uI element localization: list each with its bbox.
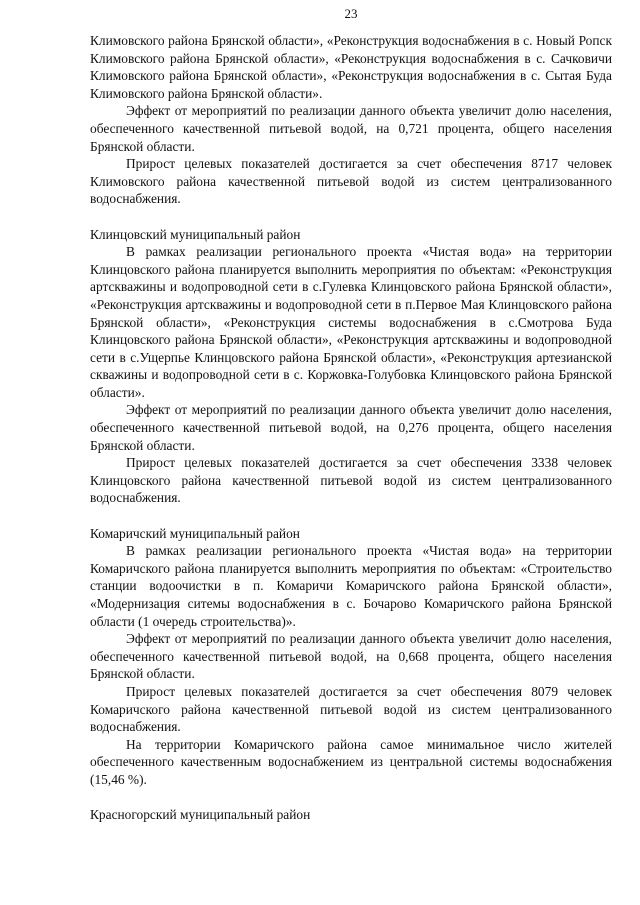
paragraph: Эффект от мероприятий по реализации данного объекта увеличит долю населения, обеспеченного качественной питьевой водой, на 0,721 процента, общего населения Брянской области. <box>90 103 612 154</box>
section-spacer <box>90 507 612 525</box>
paragraph: Прирост целевых показателей достигается за счет обеспечения 8717 человек Климовского района качественной питьевой водой из систем централизованного водоснабжения. <box>90 156 612 207</box>
page-number: 23 <box>344 6 358 21</box>
section-spacer <box>90 208 612 226</box>
paragraph: Эффект от мероприятий по реализации данного объекта увеличит долю населения, обеспеченного качественной питьевой водой, на 0,276 процента, общего населения Брянской области. <box>90 402 612 453</box>
section-heading: Клинцовский муниципальный район <box>90 226 301 242</box>
paragraph: Прирост целевых показателей достигается за счет обеспечения 3338 человек Клинцовского района качественной питьевой водой из систем централизованного водоснабжения. <box>90 455 612 506</box>
section-heading: Комаричский муниципальный район <box>90 525 300 541</box>
section-spacer <box>90 789 612 807</box>
paragraph: Эффект от мероприятий по реализации данного объекта увеличит долю населения, обеспеченного качественной питьевой водой, на 0,668 процента, общего населения Брянской области. <box>90 631 612 682</box>
section-heading: Красногорский муниципальный район <box>90 807 311 823</box>
paragraph: На территории Комаричского района самое минимальное число жителей обеспеченного качественным водоснабжением из центральной системы водоснабжения (15,46 %). <box>90 736 612 787</box>
paragraph: В рамках реализации регионального проекта «Чистая вода» на территории Клинцовского района планируется выполнить мероприятия по объектам: «Реконструкция артскважины и водопроводной сети в с.Гулевка Клинцовского района Брянской области», «Реконструкция артскважины и водопроводной сети в п.Первое Мая Клинцовского района Брянской области», «Реконструкция системы водоснабжения в с.Смотрова Буда Клинцовского района Брянской области», «Реконструкция артскважины и водопроводной сети в с.Ущерпье Клинцовского района Брянской области», «Реконструкция артезианской скважины и водопроводной сети в с. Коржовка-Голубовка Клинцовского района Брянской области». <box>90 244 612 400</box>
paragraph: В рамках реализации регионального проекта «Чистая вода» на территории Комаричского района планируется выполнить мероприятия по объектам: «Строительство станции водоочистки в п. Комаричи Комаричского района Брянской области», «Модернизация ситемы водоснабжения в с. Бочарово Комаричского района Брянской области (1 очередь строительства)». <box>90 543 612 629</box>
paragraph: Прирост целевых показателей достигается за счет обеспечения 8079 человек Комаричского района качественной питьевой водой из систем централизованного водоснабжения. <box>90 683 612 735</box>
paragraph: Климовского района Брянской области», «Реконструкция водоснабжения в с. Новый Ропск Климовского района Брянской области», «Реконструкция водоснабжения в с. Сачковичи Климовского района Брянской области», «Реконструкция водоснабжения в с. Сытая Буда Климовского района Брянской области». <box>90 33 612 101</box>
document-body <box>90 32 612 824</box>
